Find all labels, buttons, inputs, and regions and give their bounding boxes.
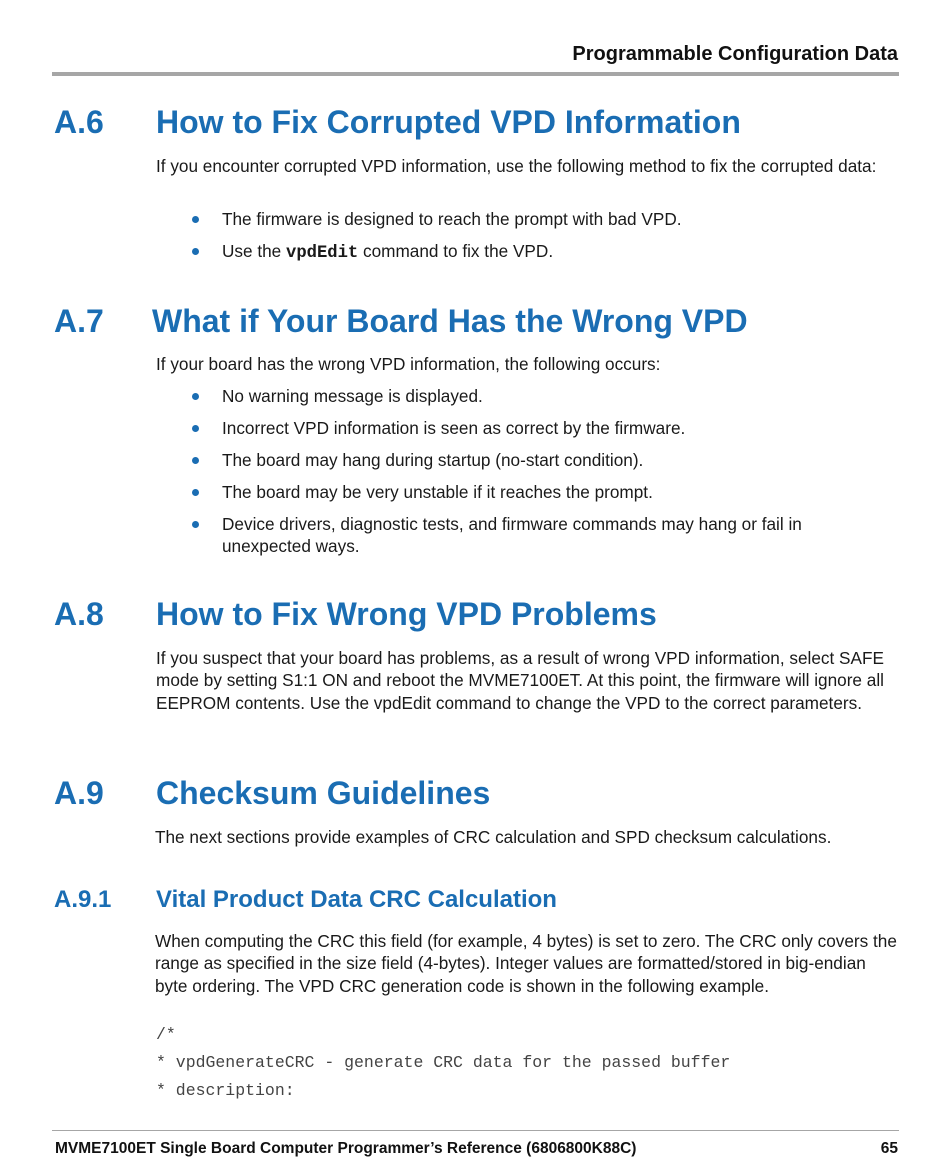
section-number-a7: A.7 [54, 303, 104, 339]
paragraph: When computing the CRC this field (for example, 4 bytes) is set to zero. The CRC only covers the range as specified in the size field (4-bytes). Integer values are formatted/stored in big-endian byte ordering. The VPD CRC generation code is shown in the following example. [155, 931, 897, 996]
section-title-a6: How to Fix Corrupted VPD Information [156, 104, 741, 140]
subsection-number-a91: A.9.1 [54, 886, 112, 913]
section-a9-body [155, 826, 897, 848]
section-title-a9: Checksum Guidelines [156, 775, 491, 811]
section-title-a7: What if Your Board Has the Wrong VPD [152, 303, 748, 339]
bullet-icon [192, 393, 199, 400]
bullet-item: The board may hang during startup (no-start condition). [222, 450, 644, 470]
page-number: 65 [880, 1140, 898, 1157]
paragraph: If your board has the wrong VPD information, the following occurs: [156, 354, 661, 374]
section-a7-intro [156, 353, 898, 375]
footer-document-title: MVME7100ET Single Board Computer Programmer’s Reference (6806800K88C) [55, 1140, 637, 1157]
bullet-item: Device drivers, diagnostic tests, and firmware commands may hang or fail in [222, 514, 802, 534]
section-number-a6: A.6 [54, 104, 104, 140]
bullet-item: Incorrect VPD information is seen as correct by the firmware. [222, 418, 686, 438]
bullet-item: No warning message is displayed. [222, 386, 483, 406]
bullet-icon [192, 425, 199, 432]
code-line: * vpdGenerateCRC - generate CRC data for the passed buffer [156, 1053, 731, 1072]
bullet-text-before: Use the [222, 241, 287, 261]
section-number-a8: A.8 [54, 596, 104, 632]
inline-code: vpdEdit [286, 244, 359, 263]
bullet-item-continuation: unexpected ways. [222, 536, 360, 556]
header-divider [52, 72, 899, 76]
section-number-a9: A.9 [54, 775, 104, 811]
section-a6-intro [156, 155, 898, 177]
bullet-item: The firmware is designed to reach the prompt with bad VPD. [222, 209, 682, 229]
code-line: * description: [156, 1081, 295, 1100]
section-title-a8: How to Fix Wrong VPD Problems [156, 596, 657, 632]
bullet-item [222, 240, 553, 265]
bullet-icon [192, 248, 199, 255]
footer-divider [52, 1130, 899, 1131]
code-line: /* [156, 1025, 176, 1044]
bullet-item: The board may be very unstable if it reaches the prompt. [222, 482, 653, 502]
paragraph: The next sections provide examples of CRC calculation and SPD checksum calculations. [155, 827, 832, 847]
paragraph: If you encounter corrupted VPD information, use the following method to fix the corrupted data: [156, 156, 877, 176]
running-header: Programmable Configuration Data [572, 43, 898, 65]
section-a8-body [156, 647, 898, 714]
subsection-title-a91: Vital Product Data CRC Calculation [156, 886, 557, 913]
bullet-icon [192, 457, 199, 464]
bullet-icon [192, 521, 199, 528]
bullet-text-after: command to fix the VPD. [358, 241, 554, 261]
paragraph: If you suspect that your board has problems, as a result of wrong VPD information, select SAFE mode by setting S1:1 ON and reboot the MVME7100ET. At this point, the firmware will ignore all EEPROM contents. Use the vpdEdit command to change the VPD to the correct parameters. [156, 648, 884, 713]
bullet-icon [192, 216, 199, 223]
section-a91-body [155, 930, 897, 997]
bullet-icon [192, 489, 199, 496]
